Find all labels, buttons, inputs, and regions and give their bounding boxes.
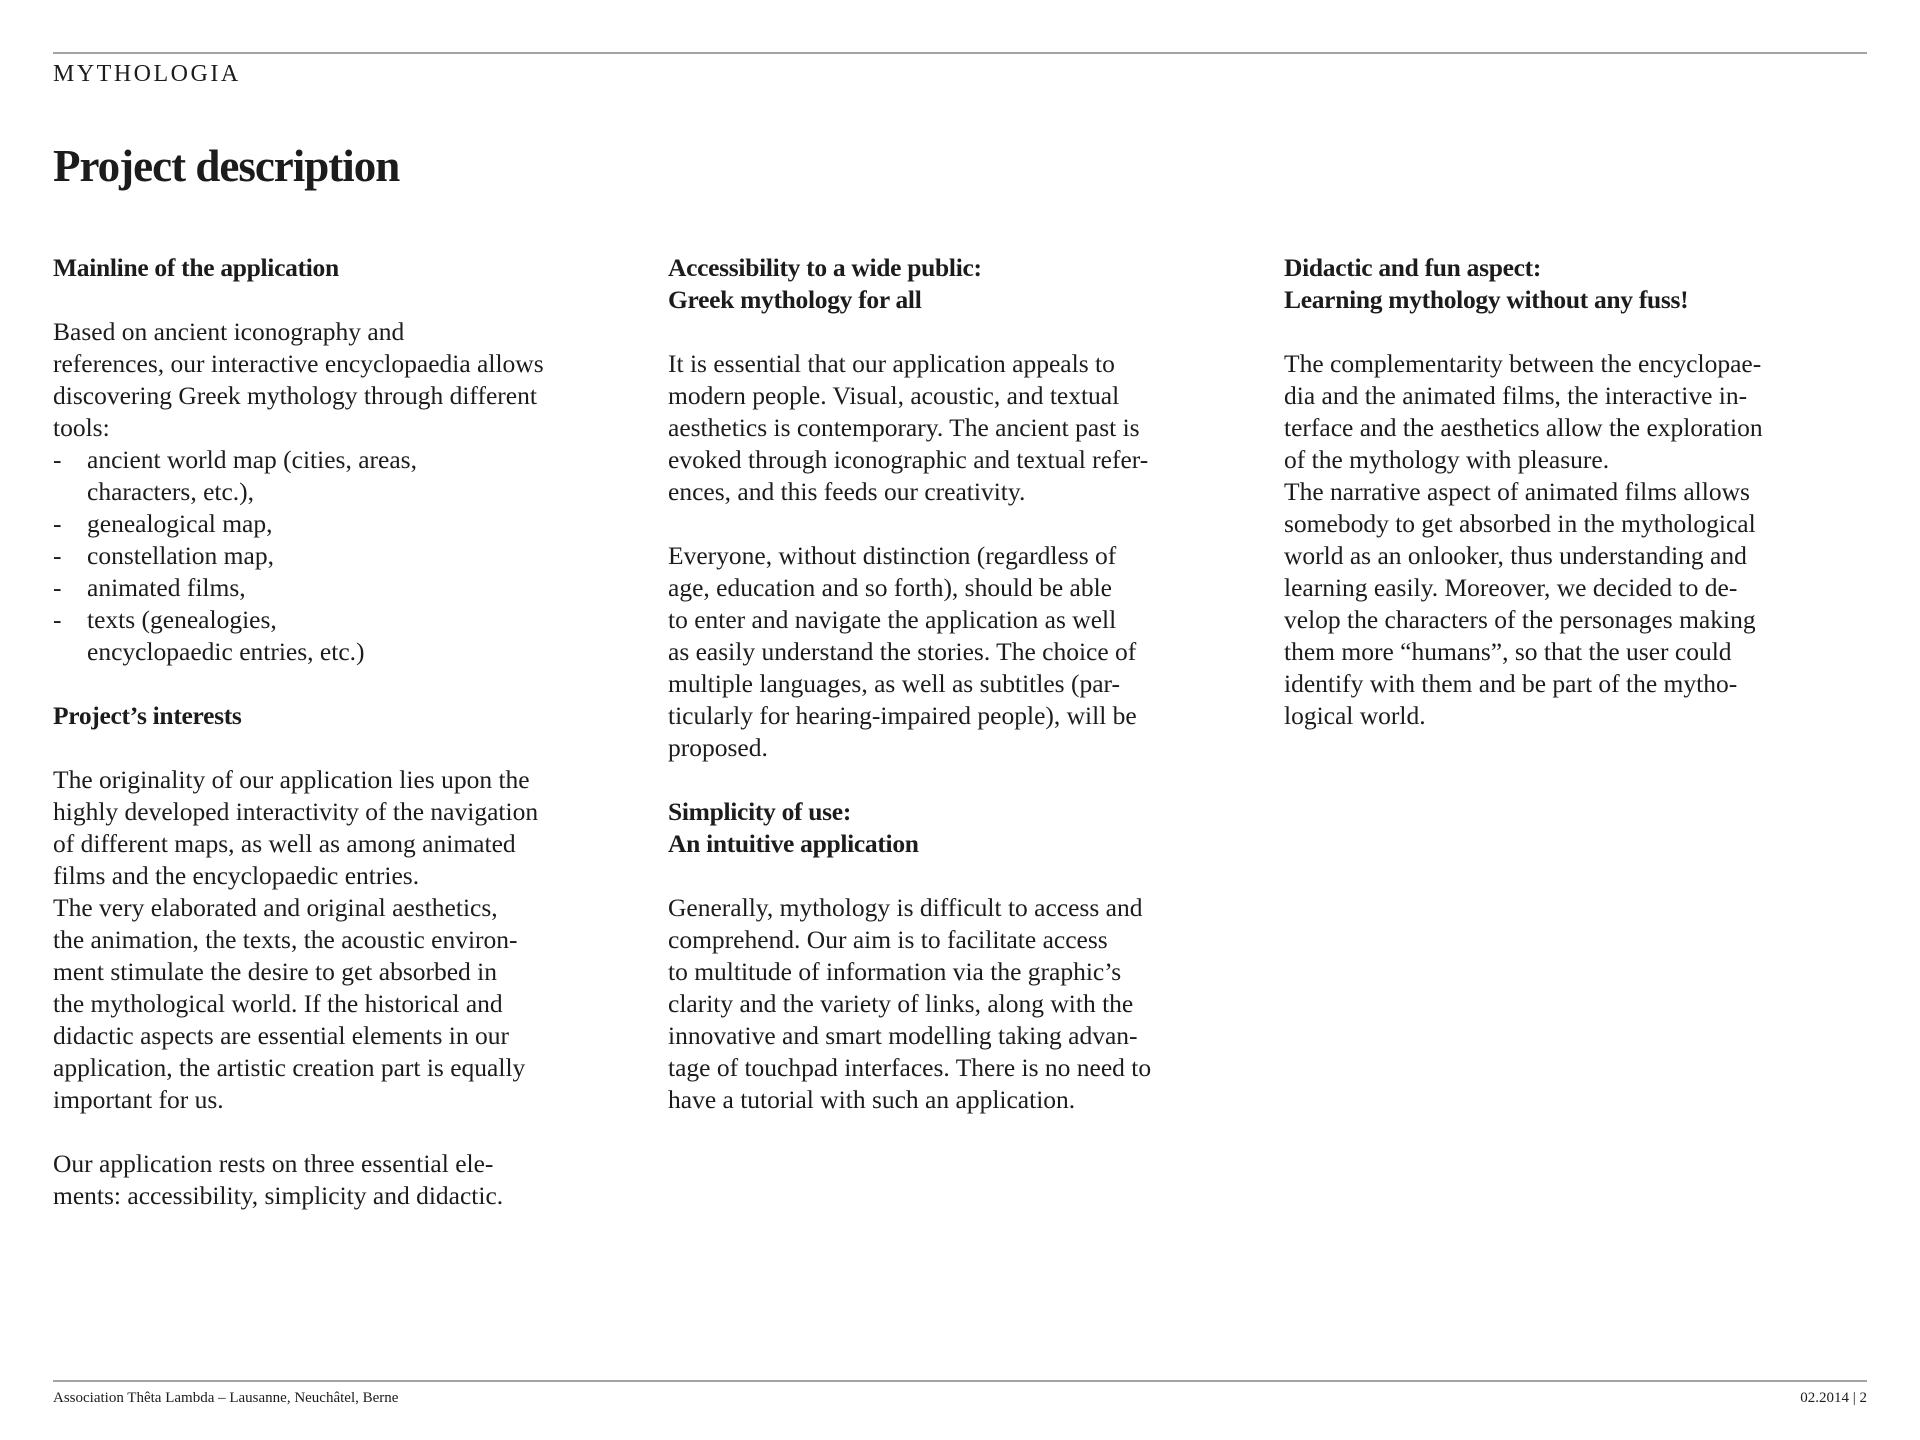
text-line: The narrative aspect of animated films allows	[1284, 477, 1750, 506]
text-line: to multitude of information via the graphic’s	[668, 957, 1122, 986]
header-rule	[53, 52, 1867, 54]
bullet-dash: -	[53, 605, 62, 634]
section-heading-line: An intuitive application	[668, 829, 919, 858]
text-line: Our application rests on three essential ele-	[53, 1149, 494, 1178]
text-line: velop the characters of the personages making	[1284, 605, 1756, 634]
section-heading-line: Mainline of the application	[53, 253, 339, 282]
text-line: It is essential that our application appeals to	[668, 349, 1115, 378]
text-line: application, the artistic creation part is equally	[53, 1053, 526, 1082]
section-heading-line: Learning mythology without any fuss!	[1284, 285, 1689, 314]
list-item-line	[53, 444, 613, 476]
text-line: clarity and the variety of links, along with the	[668, 989, 1134, 1018]
text-line: important for us.	[53, 1085, 224, 1114]
text-line: the mythological world. If the historical and	[53, 989, 503, 1018]
list-item-text: ancient world map (cities, areas,	[87, 445, 417, 474]
paragraph	[668, 540, 1228, 764]
text-line: tage of touchpad interfaces. There is no need to	[668, 1053, 1152, 1082]
section-heading-line: Simplicity of use:	[668, 797, 852, 826]
list-item-line	[53, 540, 613, 572]
text-line: identify with them and be part of the mytho-	[1284, 669, 1738, 698]
list-item-text: animated films,	[87, 573, 246, 602]
text-line: references, our interactive encyclopaedia allows	[53, 349, 544, 378]
text-line: terface and the aesthetics allow the exploration	[1284, 413, 1763, 442]
text-line: ences, and this feeds our creativity.	[668, 477, 1026, 506]
section-heading	[1284, 252, 1844, 316]
list-item-text: encyclopaedic entries, etc.)	[87, 637, 365, 666]
text-line: The originality of our application lies upon the	[53, 765, 530, 794]
page-title: Project description	[53, 141, 400, 191]
bullet-dash: -	[53, 509, 62, 538]
brand-name: MYTHOLOGIA	[53, 61, 241, 87]
text-line: proposed.	[668, 733, 768, 762]
text-line: of different maps, as well as among animated	[53, 829, 516, 858]
text-line: age, education and so forth), should be able	[668, 573, 1112, 602]
text-line: ment stimulate the desire to get absorbed in	[53, 957, 498, 986]
text-line: ments: accessibility, simplicity and didactic.	[53, 1181, 504, 1210]
text-line: evoked through iconographic and textual refer-	[668, 445, 1149, 474]
text-line: aesthetics is contemporary. The ancient past is	[668, 413, 1140, 442]
footer-rule	[53, 1380, 1867, 1382]
text-line: modern people. Visual, acoustic, and textual	[668, 381, 1120, 410]
footer-organization: Association Thêta Lambda – Lausanne, Neuchâtel, Berne	[53, 1390, 399, 1406]
text-line: Generally, mythology is difficult to access and	[668, 893, 1143, 922]
list-item-text: genealogical map,	[87, 509, 273, 538]
text-line: multiple languages, as well as subtitles (par-	[668, 669, 1121, 698]
list-item-text: texts (genealogies,	[87, 605, 277, 634]
list-item-line	[53, 604, 613, 636]
paragraph	[668, 348, 1228, 508]
text-line: ticularly for hearing-impaired people), will be	[668, 701, 1137, 730]
text-line: dia and the animated films, the interactive in-	[1284, 381, 1748, 410]
bullet-dash: -	[53, 541, 62, 570]
text-line: logical world.	[1284, 701, 1426, 730]
list-item-line	[53, 476, 613, 508]
list-item-line	[53, 636, 613, 668]
content-section	[53, 252, 613, 668]
content-section	[668, 252, 1228, 764]
text-line: The complementarity between the encyclopae-	[1284, 349, 1762, 378]
section-heading-line: Project’s interests	[53, 701, 242, 730]
text-line: highly developed interactivity of the navigation	[53, 797, 539, 826]
footer-date-page: 02.2014 | 2	[1800, 1390, 1867, 1406]
paragraph	[53, 764, 613, 1116]
bullet-dash: -	[53, 573, 62, 602]
text-line: The very elaborated and original aesthetics,	[53, 893, 498, 922]
list-item-line	[53, 508, 613, 540]
column-2	[668, 252, 1228, 1148]
section-heading	[668, 796, 1228, 860]
content-section	[53, 700, 613, 1212]
section-heading-line: Greek mythology for all	[668, 285, 922, 314]
column-3	[1284, 252, 1844, 764]
content-section	[668, 796, 1228, 1116]
text-line: somebody to get absorbed in the mythological	[1284, 509, 1756, 538]
column-1	[53, 252, 613, 1244]
text-line: comprehend. Our aim is to facilitate access	[668, 925, 1108, 954]
paragraph	[53, 1148, 613, 1212]
text-line: Everyone, without distinction (regardless of	[668, 541, 1117, 570]
text-line: world as an onlooker, thus understanding and	[1284, 541, 1747, 570]
list-item-text: characters, etc.),	[87, 477, 255, 506]
list-item-line	[53, 572, 613, 604]
text-line: tools:	[53, 413, 110, 442]
text-line: have a tutorial with such an application.	[668, 1085, 1076, 1114]
content-section	[1284, 252, 1844, 732]
section-heading	[668, 252, 1228, 316]
section-heading-line: Didactic and fun aspect:	[1284, 253, 1542, 282]
text-line: discovering Greek mythology through different	[53, 381, 537, 410]
text-line: learning easily. Moreover, we decided to de-	[1284, 573, 1738, 602]
text-line: to enter and navigate the application as well	[668, 605, 1117, 634]
text-line: films and the encyclopaedic entries.	[53, 861, 420, 890]
paragraph	[53, 316, 613, 668]
list-item-text: constellation map,	[87, 541, 274, 570]
text-line: the animation, the texts, the acoustic environ-	[53, 925, 518, 954]
text-line: innovative and smart modelling taking advan-	[668, 1021, 1138, 1050]
section-heading	[53, 700, 613, 732]
text-line: as easily understand the stories. The choice of	[668, 637, 1137, 666]
bullet-dash: -	[53, 445, 62, 474]
section-heading	[53, 252, 613, 284]
paragraph	[1284, 348, 1844, 732]
text-line: didactic aspects are essential elements in our	[53, 1021, 509, 1050]
paragraph	[668, 892, 1228, 1116]
text-line: of the mythology with pleasure.	[1284, 445, 1610, 474]
text-line: Based on ancient iconography and	[53, 317, 405, 346]
section-heading-line: Accessibility to a wide public:	[668, 253, 982, 282]
text-line: them more “humans”, so that the user could	[1284, 637, 1732, 666]
